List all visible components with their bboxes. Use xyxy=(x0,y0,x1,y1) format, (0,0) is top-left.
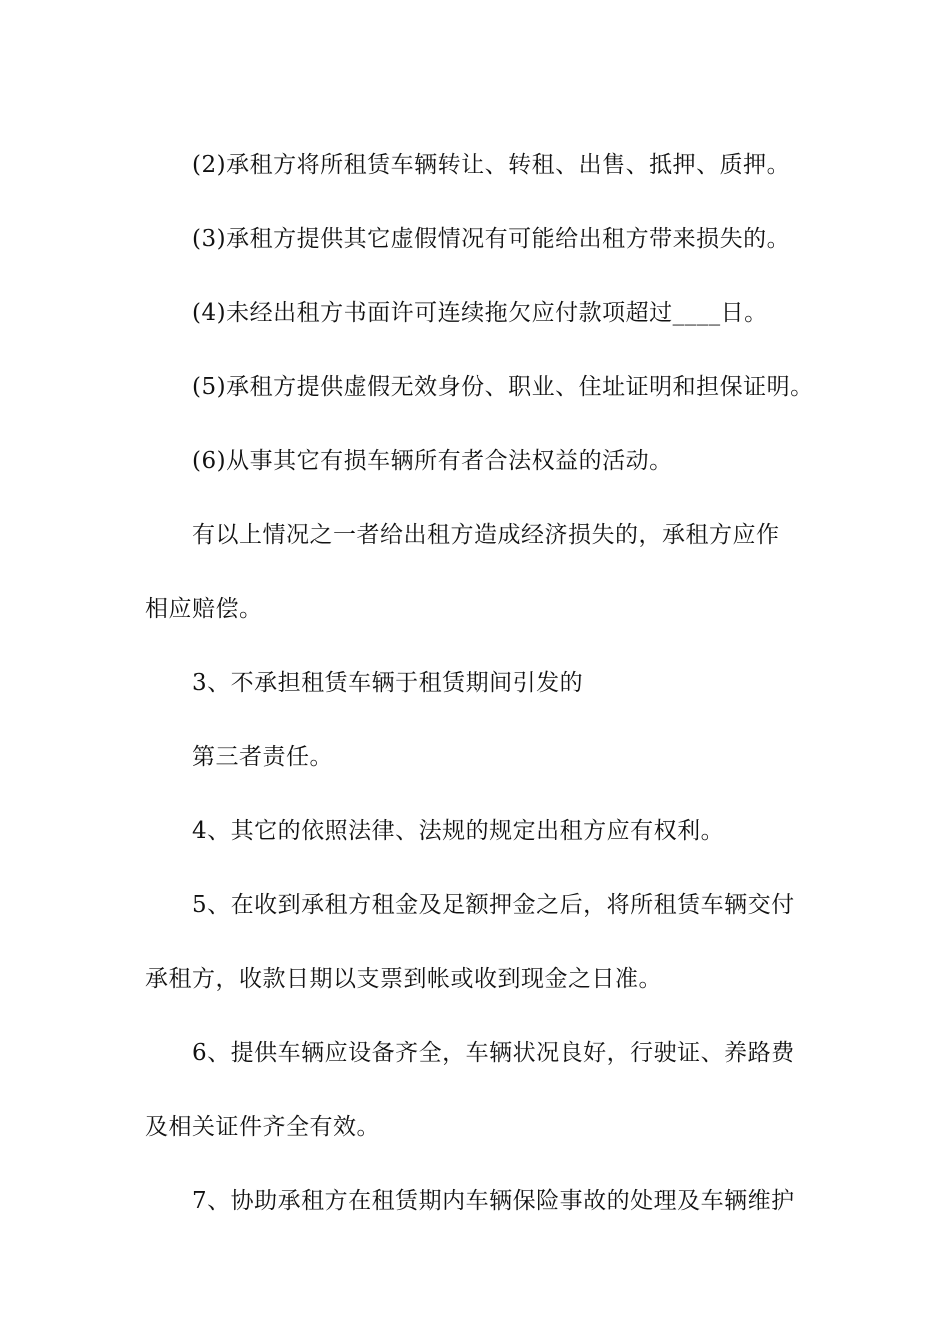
paragraph-line: 4、其它的依照法律、法规的规定出租方应有权利。 xyxy=(192,818,725,844)
document-body xyxy=(145,128,814,1238)
clause-line: (4)未经出租方书面许可连续拖欠应付款项超过____日。 xyxy=(192,300,768,326)
paragraph-line: 5、在收到承租方租金及足额押金之后，将所租赁车辆交付 xyxy=(192,892,795,918)
clause-line: (2)承租方将所租赁车辆转让、转租、出售、抵押、质押。 xyxy=(192,152,791,178)
clause-line: (5)承租方提供虚假无效身份、职业、住址证明和担保证明。 xyxy=(192,374,814,400)
clause-line: (6)从事其它有损车辆所有者合法权益的活动。 xyxy=(192,448,673,474)
paragraph-line: 有以上情况之一者给出租方造成经济损失的，承租方应作 xyxy=(192,522,780,548)
clause-line: (3)承租方提供其它虚假情况有可能给出租方带来损失的。 xyxy=(192,226,791,252)
paragraph-line: 第三者责任。 xyxy=(192,744,333,770)
paragraph-line: 承租方，收款日期以支票到帐或收到现金之日准。 xyxy=(145,966,662,992)
paragraph-line: 及相关证件齐全有效。 xyxy=(145,1114,380,1140)
paragraph-line: 7、协助承租方在租赁期内车辆保险事故的处理及车辆维护 xyxy=(192,1188,795,1214)
paragraph-line: 6、提供车辆应设备齐全，车辆状况良好，行驶证、养路费 xyxy=(192,1040,795,1066)
paragraph-line: 相应赔偿。 xyxy=(145,596,263,622)
paragraph-line: 3、不承担租赁车辆于租赁期间引发的 xyxy=(192,670,584,696)
